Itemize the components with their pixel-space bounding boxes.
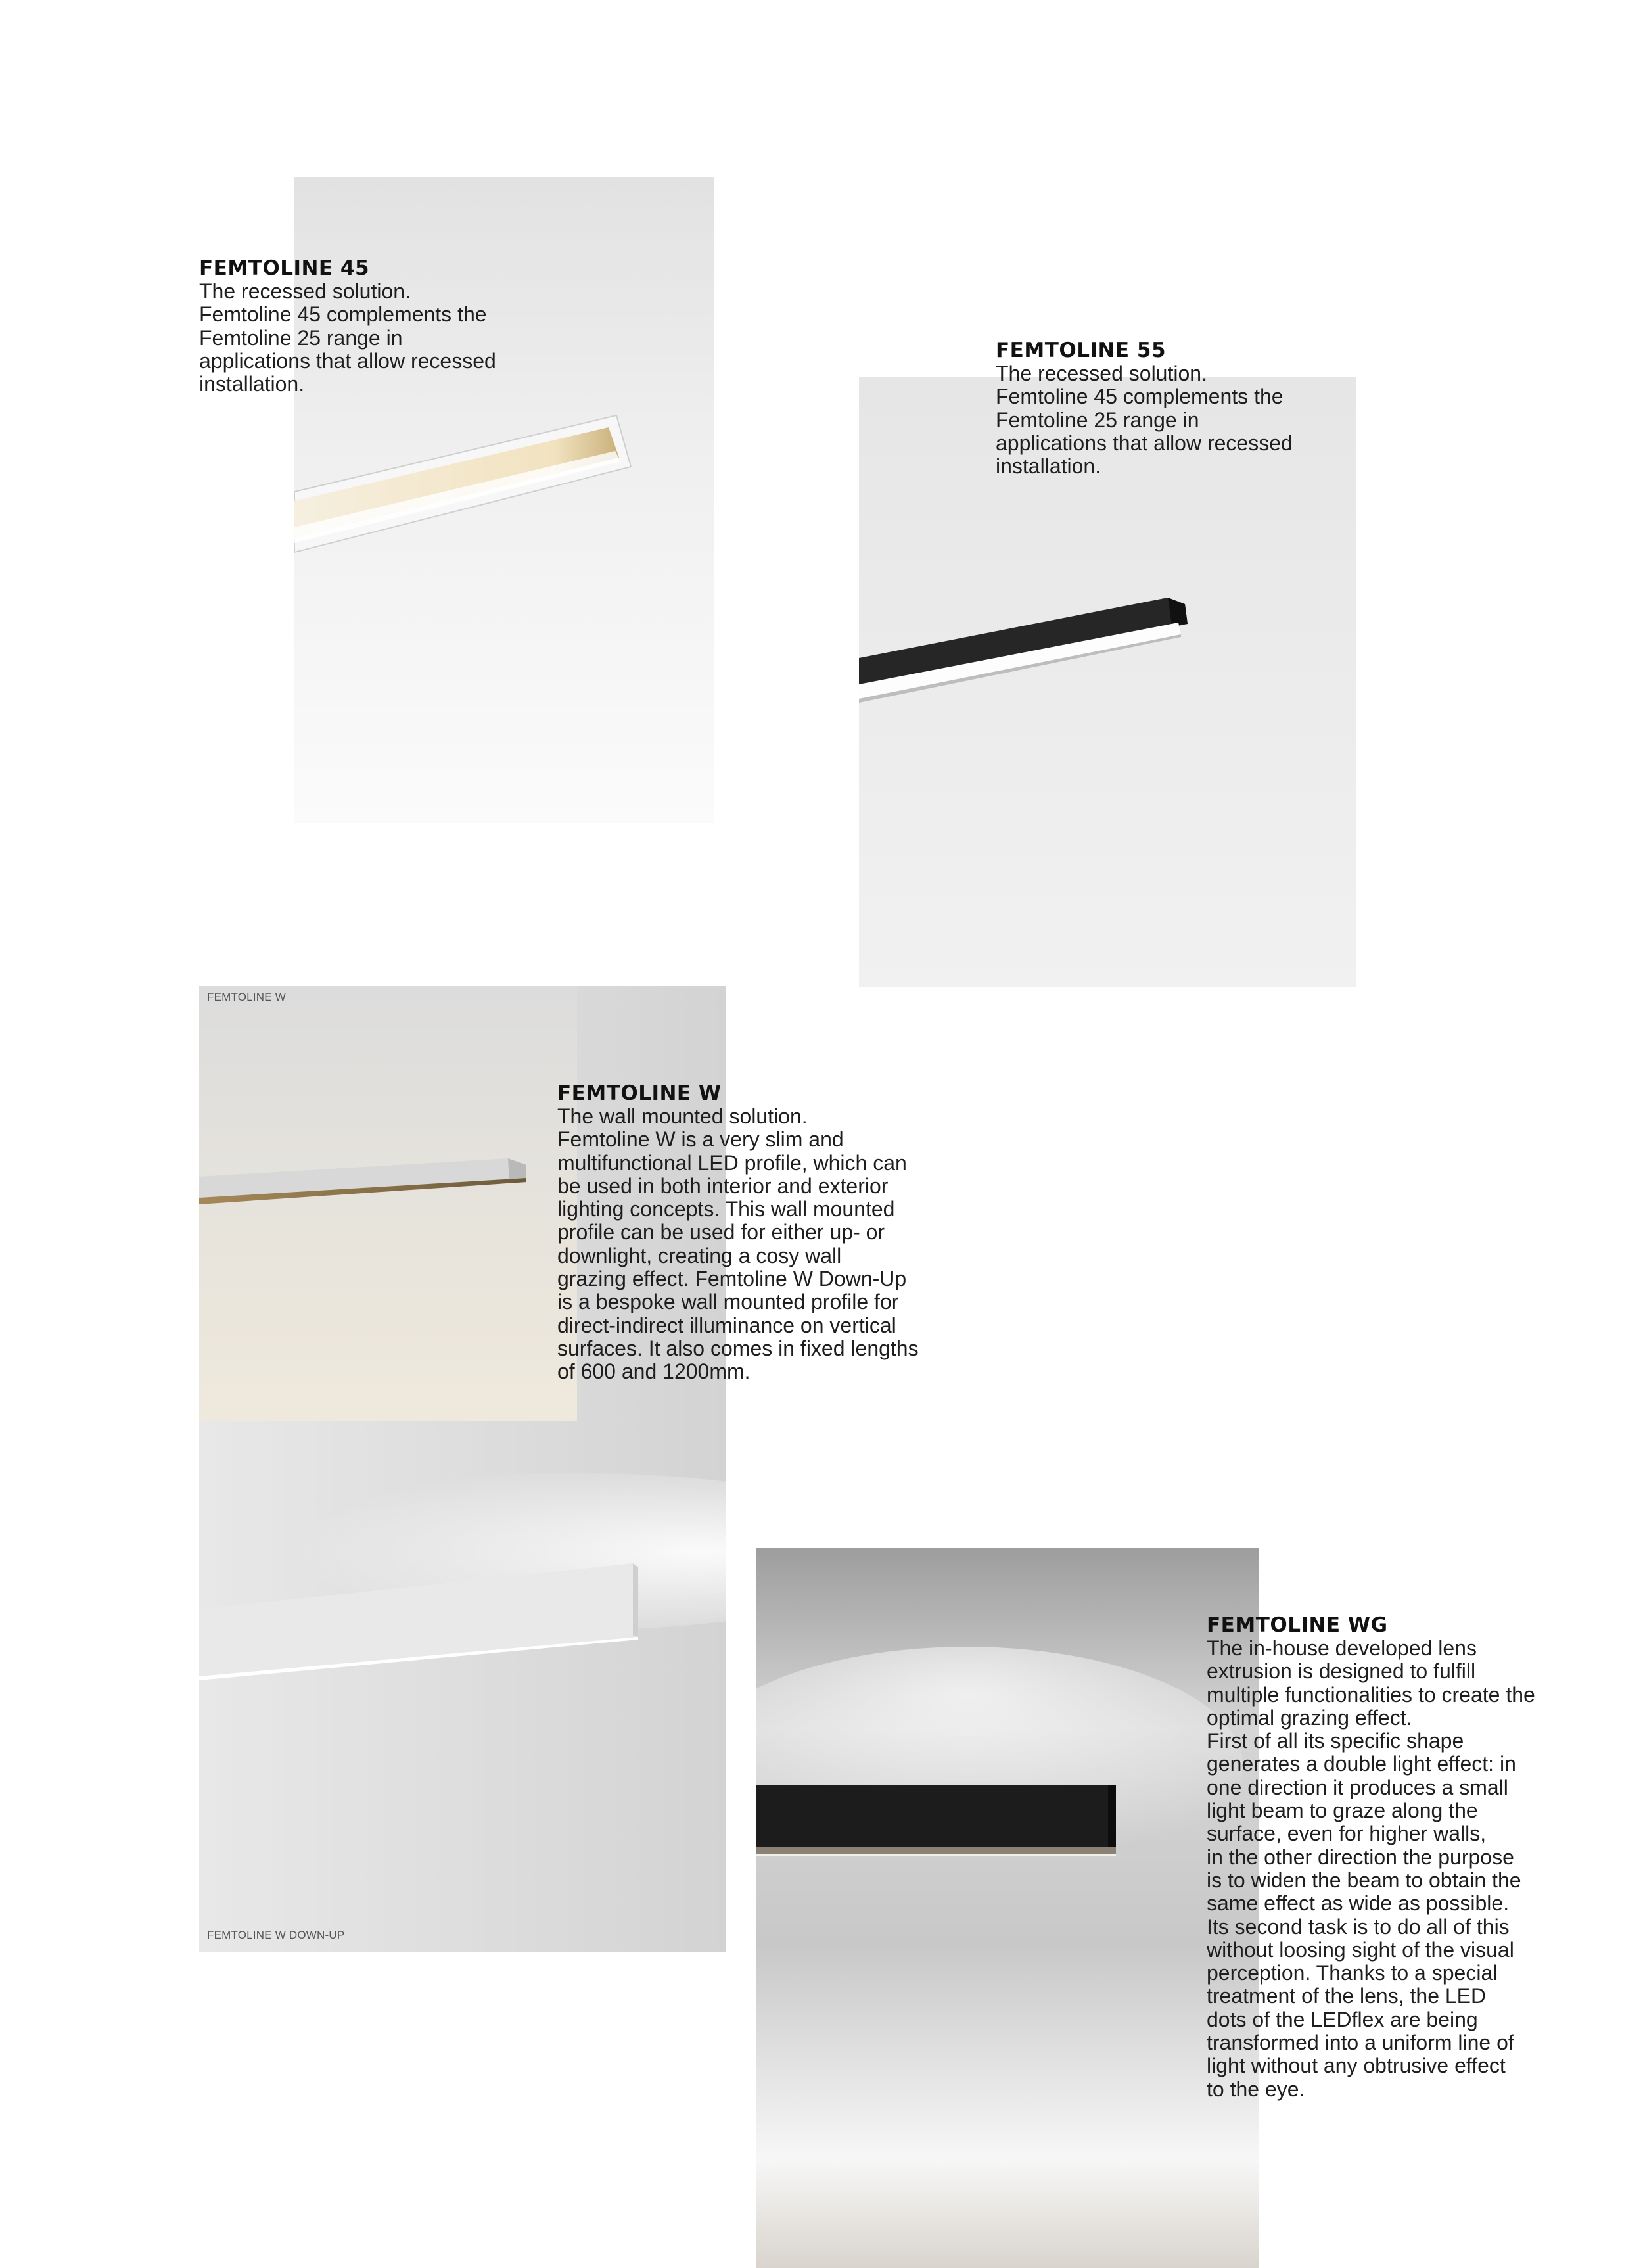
femtoline-55-title: FEMTOLINE 55: [996, 339, 1167, 362]
femtoline-wg-photo: [756, 1548, 1259, 2268]
femtoline-45-title: FEMTOLINE 45: [199, 256, 370, 280]
femtoline-w-caption: FEMTOLINE W: [207, 991, 286, 1003]
femtoline-wg-title: FEMTOLINE WG: [1207, 1613, 1388, 1637]
femtoline-45-text: [199, 256, 593, 396]
femtoline-w-description: The wall mounted solution. Femtoline W is a very slim and multifunctional LED profile, which can be used in both interior and exterior lighting concepts. This wall mounted profile can be used for either up- or downlight, creating a cosy wall grazing effect. Femtoline W Down-Up is a bespoke wall mounted profile for direct-indirect illuminance on vertical surfaces. It also comes in fixed lengths of 600 and 1200mm.: [557, 1104, 919, 1384]
femtoline-w-photo: [199, 986, 577, 1421]
femtoline-55-text: [996, 339, 1390, 478]
femtoline-w-down-up-caption: FEMTOLINE W DOWN-UP: [207, 1929, 345, 1941]
femtoline-w-title: FEMTOLINE W: [557, 1081, 722, 1105]
femtoline-55-description: The recessed solution. Femtoline 45 complements the Femtoline 25 range in applications that allow recessed installation.: [996, 362, 1293, 479]
femtoline-45-description: The recessed solution. Femtoline 45 complements the Femtoline 25 range in applications that allow recessed installation.: [199, 279, 496, 396]
femtoline-w-text: [557, 1081, 978, 1384]
femtoline-wg-description: The in-house developed lens extrusion is designed to fulfill multiple functionalities to create the optimal grazing effect. First of all its specific shape generates a double light effect: in one direction it produces a small light beam to graze along the surface, even for higher walls, in the other direction the purpose is to widen the beam to obtain the same effect as wide as possible. Its second task is to do all of this without loosing sight of the visual perception. Thanks to a special treatment of the lens, the LED dots of the LEDflex are being transformed into a uniform line of light without any obtrusive effect to the eye.: [1207, 1636, 1535, 2101]
femtoline-wg-text: [1207, 1613, 1614, 2101]
